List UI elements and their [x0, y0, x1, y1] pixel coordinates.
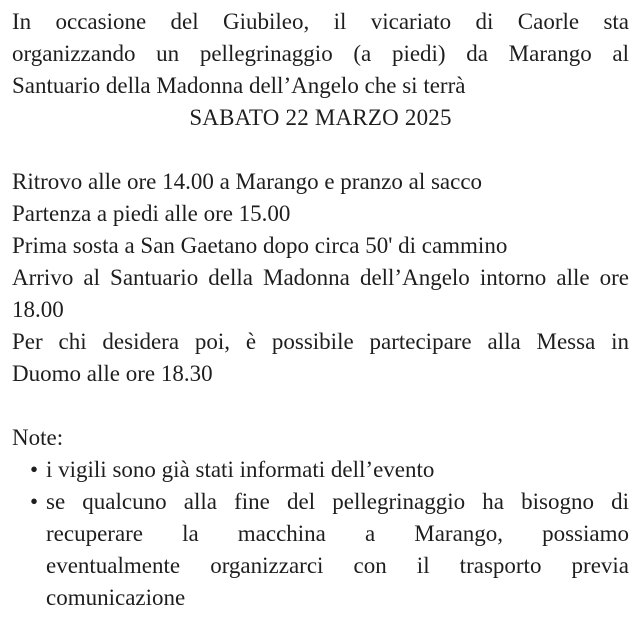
note-text-line: recuperare la macchina a Marango, possiamo [46, 521, 629, 546]
notes-section [12, 422, 629, 614]
note-text-line: comunicazione [46, 585, 186, 610]
schedule-mass-line: Per chi desidera poi, è possibile partecipare alla Messa in [12, 329, 629, 354]
list-item [12, 454, 629, 486]
document [12, 6, 629, 614]
intro-line: Santuario della Madonna dell’Angelo che si terrà [12, 73, 466, 98]
bullet-icon: • [30, 457, 39, 482]
intro-line: organizzando un pellegrinaggio (a piedi) da Marango al [12, 41, 629, 66]
spacer [12, 134, 629, 166]
schedule-meeting: Ritrovo alle ore 14.00 a Marango e pranzo al sacco [12, 169, 483, 194]
schedule-mass-line: Duomo alle ore 18.30 [12, 361, 213, 386]
event-date: SABATO 22 MARZO 2025 [189, 105, 452, 130]
spacer [12, 390, 629, 422]
notes-heading: Note: [12, 425, 64, 450]
note-text-line: eventualmente organizzarci con il trasporto previa [46, 553, 629, 578]
schedule-arrival-line: 18.00 [12, 297, 64, 322]
schedule-departure: Partenza a piedi alle ore 15.00 [12, 201, 291, 226]
schedule-section [12, 166, 629, 390]
intro-paragraph [12, 6, 629, 102]
schedule-stop: Prima sosta a San Gaetano dopo circa 50' di cammino [12, 233, 508, 258]
notes-list [12, 454, 629, 614]
note-text: i vigili sono già stati informati dell’evento [46, 457, 435, 482]
schedule-arrival-line: Arrivo al Santuario della Madonna dell’Angelo intorno alle ore [12, 265, 629, 290]
schedule-arrival [12, 262, 629, 326]
list-item [12, 486, 629, 614]
note-text-line: se qualcuno alla fine del pellegrinaggio ha bisogno di [46, 489, 629, 514]
intro-line: In occasione del Giubileo, il vicariato di Caorle sta [12, 9, 629, 34]
schedule-mass [12, 326, 629, 390]
bullet-icon: • [30, 489, 39, 514]
